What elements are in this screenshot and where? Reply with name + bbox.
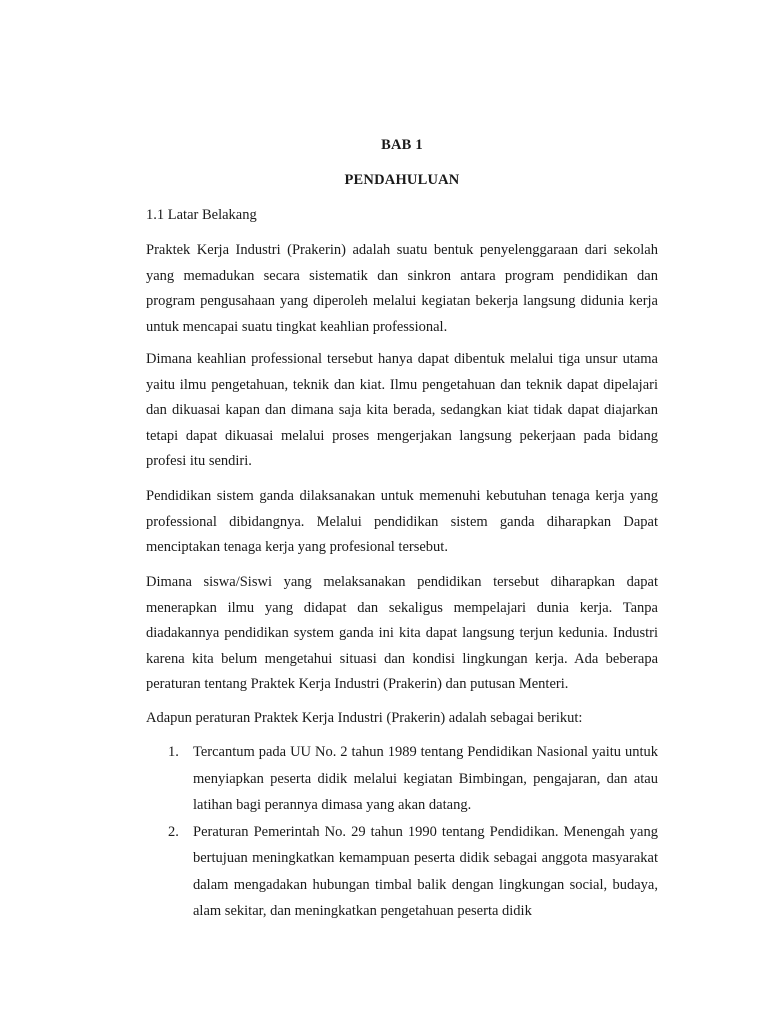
paragraph-keahlian-professional: Dimana keahlian professional tersebut hanya dapat dibentuk melalui tiga unsur utama yaitu ilmu pengetahuan, teknik dan kiat. Ilmu pengetahuan dan teknik dapat dipelajari dan dikuasai kapan dan dimana saja kita berada, sedangkan kiat tidak dapat diajarkan tetapi dapat dikuasai melalui proses mengerjakan langsung pekerjaan pada bidang profesi itu sendiri. [146,351,658,469]
section-heading: 1.1 Latar Belakang [146,207,257,223]
paragraph-siswa: Dimana siswa/Siswi yang melaksanakan pendidikan tersebut diharapkan dapat menerapkan ilmu yang didapat dan sekaligus mempelajari dunia kerja. Tanpa diadakannya pendidikan system ganda ini kita dapat langsung terjun kedunia. Industri karena kita belum mengetahui situasi dan kondisi lingkungan kerja. Ada beberapa peraturan tentang Praktek Kerja Industri (Prakerin) dan putusan Menteri. [146,574,658,692]
list-item [146,819,658,925]
chapter-number: BAB 1 [381,137,423,153]
chapter-title: PENDAHULUAN [344,172,460,188]
list-item-text: Peraturan Pemerintah No. 29 tahun 1990 tentang Pendidikan. Menengah yang bertujuan meningkatkan kemampuan peserta didik sebagai anggota masyarakat dalam mengadakan hubungan timbal balik dengan lingkungan social, budaya, alam sekitar, dan meningkatkan pengetahuan peserta didik [193,823,658,919]
list-item [146,739,658,819]
list-item-text: Tercantum pada UU No. 2 tahun 1989 tentang Pendidikan Nasional yaitu untuk menyiapkan peserta didik melalui kegiatan Bimbingan, pengajaran, dan atau latihan bagi perannya dimasa yang akan datang. [193,744,658,813]
list-item-number: 2. [168,823,179,840]
list-item-number: 1. [168,744,179,760]
regulation-list [146,739,658,925]
paragraph-peraturan-intro: Adapun peraturan Praktek Kerja Industri (Prakerin) adalah sebagai berikut: [146,710,583,726]
paragraph-prakerin-definition: Praktek Kerja Industri (Prakerin) adalah suatu bentuk penyelenggaraan dari sekolah yang memadukan secara sistematik dan sinkron antara program pendidikan dan program pengusahaan yang diperoleh melalui kegiatan bekerja langsung didunia kerja untuk mencapai suatu tingkat keahlian professional. [146,242,658,335]
paragraph-sistem-ganda: Pendidikan sistem ganda dilaksanakan untuk memenuhi kebutuhan tenaga kerja yang professional dibidangnya. Melalui pendidikan sistem ganda diharapkan Dapat menciptakan tenaga kerja yang profesional tersebut. [146,488,658,555]
